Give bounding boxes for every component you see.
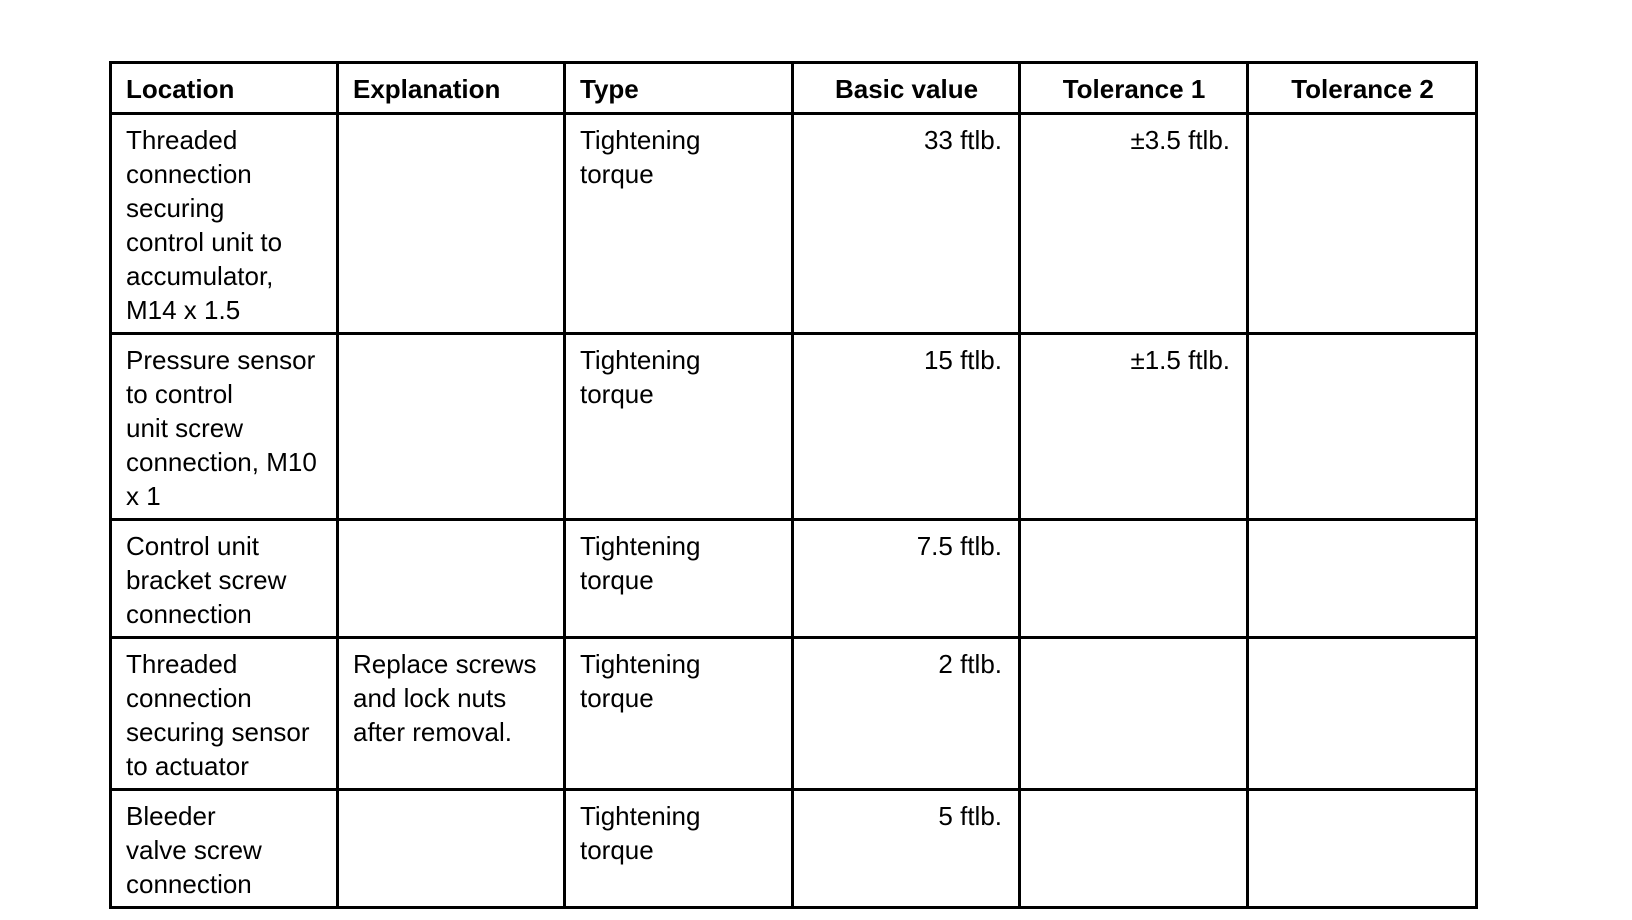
table-row xyxy=(111,334,1477,520)
header-tolerance-1: Tolerance 1 xyxy=(1020,63,1248,114)
cell-explanation xyxy=(338,520,565,638)
header-type: Type xyxy=(565,63,793,114)
cell-basic-value: 7.5 ftlb. xyxy=(793,520,1020,638)
cell-tolerance-1 xyxy=(1020,790,1248,908)
cell-basic-value: 33 ftlb. xyxy=(793,114,1020,334)
cell-location: Threaded connection securing sensor to actuator xyxy=(111,638,338,790)
cell-location: Threaded connection securing control unit to accumulator, M14 x 1.5 xyxy=(111,114,338,334)
cell-type: Tightening torque xyxy=(565,520,793,638)
cell-location: Control unit bracket screw connection xyxy=(111,520,338,638)
table-header-row xyxy=(111,63,1477,114)
cell-tolerance-2 xyxy=(1248,334,1477,520)
cell-location: Pressure sensor to control unit screw connection, M10 x 1 xyxy=(111,334,338,520)
cell-tolerance-1 xyxy=(1020,638,1248,790)
cell-basic-value: 15 ftlb. xyxy=(793,334,1020,520)
cell-tolerance-1: ±1.5 ftlb. xyxy=(1020,334,1248,520)
cell-type: Tightening torque xyxy=(565,638,793,790)
table-row xyxy=(111,114,1477,334)
header-location: Location xyxy=(111,63,338,114)
header-basic-value: Basic value xyxy=(793,63,1020,114)
header-tolerance-2: Tolerance 2 xyxy=(1248,63,1477,114)
torque-spec-table xyxy=(109,61,1478,909)
cell-tolerance-1: ±3.5 ftlb. xyxy=(1020,114,1248,334)
cell-explanation: Replace screws and lock nuts after removal. xyxy=(338,638,565,790)
cell-location: Bleeder valve screw connection xyxy=(111,790,338,908)
cell-tolerance-2 xyxy=(1248,520,1477,638)
cell-basic-value: 2 ftlb. xyxy=(793,638,1020,790)
header-explanation: Explanation xyxy=(338,63,565,114)
cell-type: Tightening torque xyxy=(565,334,793,520)
cell-tolerance-2 xyxy=(1248,638,1477,790)
table-row xyxy=(111,790,1477,908)
cell-tolerance-2 xyxy=(1248,790,1477,908)
cell-explanation xyxy=(338,790,565,908)
table-row xyxy=(111,638,1477,790)
cell-type: Tightening torque xyxy=(565,114,793,334)
cell-tolerance-2 xyxy=(1248,114,1477,334)
cell-basic-value: 5 ftlb. xyxy=(793,790,1020,908)
cell-type: Tightening torque xyxy=(565,790,793,908)
table-row xyxy=(111,520,1477,638)
cell-explanation xyxy=(338,114,565,334)
cell-tolerance-1 xyxy=(1020,520,1248,638)
cell-explanation xyxy=(338,334,565,520)
